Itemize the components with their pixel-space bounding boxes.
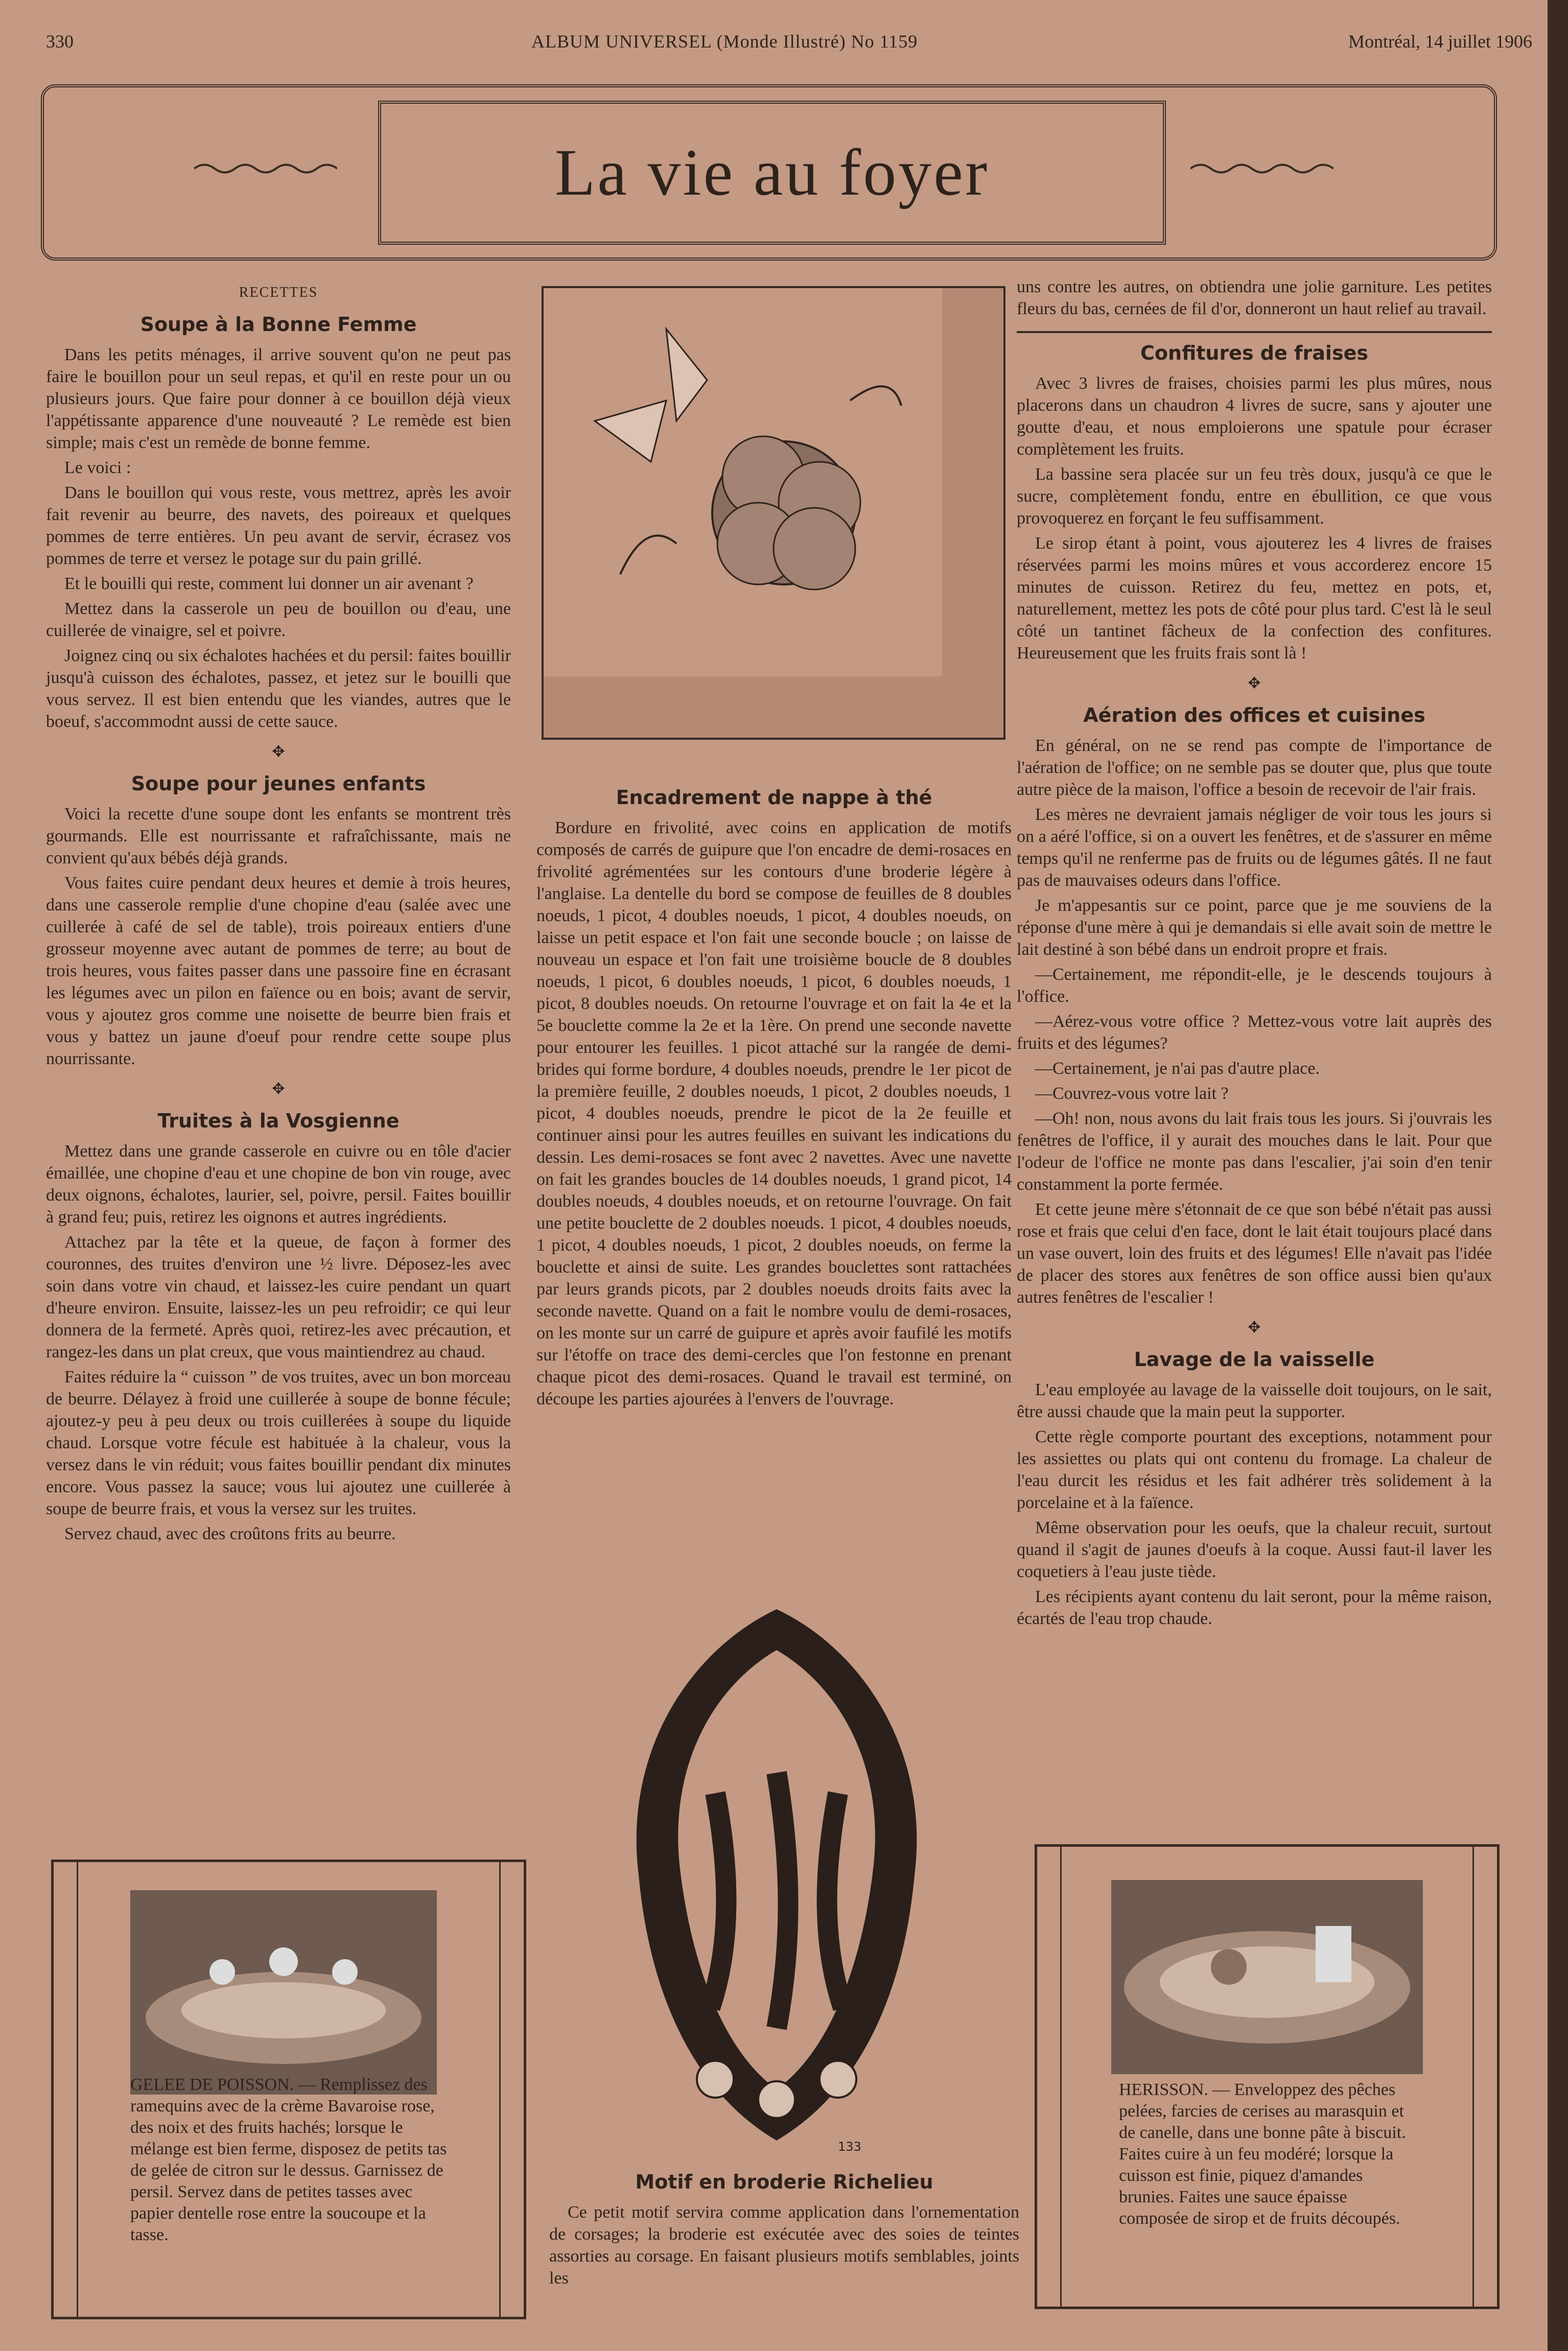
banner-inner-frame — [378, 101, 1166, 245]
divider-ornament: ✥ — [1248, 1319, 1261, 1336]
paragraph: —Couvrez-vous votre lait ? — [1035, 1084, 1229, 1103]
paragraph: —Certainement, me répondit-elle, je le descends toujours à l'office. — [1017, 965, 1492, 1006]
paragraph: L'eau employée au lavage de la vaisselle doit toujours, on le sait, être aussi chaude que la main peut la supporter. — [1017, 1380, 1492, 1421]
gelee-photo — [130, 1890, 437, 2095]
paragraph: En général, on ne se rend pas compte de l'importance de l'aération de l'office; on ne semble pas se douter que, plus que toute autre pièce de la maison, l'office a besoin de recevoir de l'air frais. — [1017, 736, 1492, 799]
divider-ornament: ✥ — [1248, 675, 1261, 692]
article-title: Encadrement de nappe à thé — [616, 786, 932, 809]
paragraph: Bordure en frivolité, avec coins en application de motifs composés de carrés de guipure que l'on encadre de demi-rosaces en frivolité agrémentées sur les contours d'une broderie légère à l'anglaise. La dentelle du bord se compose de feuilles de 8 doubles noeuds, 1 picot, 4 doubles noeuds, 1 picot, 4 doubles noeuds, on laisse un petit espace et l'on fait une seconde boucle ; on laisse de nouveau un espace et l'on fait une troisième boucle de 8 doubles noeuds, 1 picot, 6 doubles noeuds, 1 picot, 6 doubles noeuds, 1 picot, 8 doubles noeuds. On retourne l'ouvrage et on fait la 4e et la 5e bouclette comme la 2e et la 1ère. On prend une seconde navette pour entourer les feuilles. 1 picot attaché sur la rangée de demi-brides qui forme bordure, 4 doubles noeuds, prendre le 1er picot de la première feuille, 2 doubles noeuds, 1 picot, 2 doubles noeuds, 1 picot, 4 doubles noeuds, prendre le picot de la 2e feuille et continuer ainsi pour les autres feuilles en suivant les indications du dessin. Les demi-rosaces se font avec 2 navettes. Avec une navette on fait les grandes boucles de 14 doubles noeuds, 1 grand picot, 14 doubles noeuds, 4 doubles noeuds, et on retourne l'ouvrage. On fait une petite bouclette de 2 doubles noeuds. 1 picot, 4 doubles noeuds, 1 picot, 4 doubles noeuds, 1 picot, 2 doubles noeuds, on ferme la bouclette et ainsi de suite. Les grandes bouclettes sont rattachées par leurs grands picots, par 2 doubles noeuds droits faits avec la seconde navette. Quand on a fait le nombre voulu de demi-rosaces, on les monte sur un carré de guipure et après avoir faufilé les motifs sur l'étoffe on trace des demi-cercles que l'on festonne en prenant chaque picot des demi-rosaces. Quand le travail est terminé, on découpe les parties ajourées à l'envers de l'ouvrage. — [536, 818, 1012, 1408]
paragraph: Les récipients ayant contenu du lait seront, pour la même raison, écartés de l'eau trop chaude. — [1017, 1587, 1492, 1628]
paragraph: Joignez cinq ou six échalotes hachées et du persil: faites bouillir jusqu'à cuisson des échalotes, passez, et jetez sur le bouilli que vous servez. Il est bien entendu que les viandes, autres que le boeuf, s'accommodnt aussi de cette sauce. — [46, 646, 511, 731]
richelieu-article — [549, 2171, 1019, 2292]
recipe-box-herisson — [1035, 1844, 1500, 2309]
page-edge — [1548, 0, 1568, 2351]
article-title: Soupe pour jeunes enfants — [131, 772, 426, 795]
paragraph: Mettez dans la casserole un peu de bouillon ou d'eau, une cuillerée de vinaigre, sel et poivre. — [46, 599, 511, 640]
lace-pattern — [544, 288, 1003, 738]
article-title: Aération des offices et cuisines — [1083, 704, 1425, 726]
paragraph: Ce petit motif servira comme application dans l'ornementation de corsages; la broderie est exécutée avec des soies de teintes assorties au corsage. En faisant plusieurs motifs semblables, joints les — [549, 2203, 1019, 2288]
richelieu-motif-illustration — [598, 1589, 955, 2166]
paragraph: Faites réduire la “ cuisson ” de vos truites, avec un bon morceau de beurre. Délayez à froid une cuillerée à soupe de bonne fécule; ajoutez-y peu à peu deux ou trois cuillerées à soupe du liquide chaud. Lorsque votre fécule est habituée à la chaleur, vous la versez dans le vin réduit; vous faites bouillir pendant dix minutes encore. Vous passez la sauce; vous lui ajoutez une cuillerée à soupe de beurre frais, et vous la versez sur les truites. — [46, 1368, 511, 1518]
page-number: 330 — [46, 31, 74, 52]
paragraph: Vous faites cuire pendant deux heures et demie à trois heures, dans une casserole remplie d'une chopine d'eau (salée avec une cuillerée à café de sel de table), trois poireaux entiers d'une grosseur moyenne avec autant de pommes de terre; au bout de trois heures, vous faites passer dans une passoire fine en écrasant les légumes avec un pilon en faïence ou en bois; avant de servir, vous y ajoutez gros comme une noisette de beurre bien frais et vous y battez un jaune d'oeuf pour rendre cette soupe plus nourrissante. — [46, 874, 511, 1068]
paragraph: Mettez dans une grande casserole en cuivre ou en tôle d'acier émaillée, une chopine d'eau et une chopine de bon vin rouge, avec deux oignons, échalotes, laurier, sel, poivre, persil. Faites bouillir à grand feu; puis, retirez les oignons et autres ingrédients. — [46, 1142, 511, 1227]
column-right — [1017, 276, 1492, 1633]
paragraph: uns contre les autres, on obtiendra une jolie garniture. Les petites fleurs du bas, cernées de fil d'or, donneront un haut relief au travail. — [1017, 277, 1492, 318]
banner-ornament-right — [1190, 161, 1333, 176]
paragraph: Voici la recette d'une soupe dont les enfants se montrent très gourmands. Elle est nourrissante et rafraîchissante, mais ne convient qu'aux bébés déjà grands. — [46, 805, 511, 867]
column-left — [46, 278, 511, 1548]
paragraph: Même observation pour les oeufs, que la chaleur recuit, surtout quand il s'agit de jaunes d'oeufs à la coque. Aussi faut-il laver les coquetiers à l'eau juste tiède. — [1017, 1518, 1492, 1581]
recipe-box-gelee — [51, 1860, 526, 2319]
article-title: Motif en broderie Richelieu — [635, 2171, 933, 2193]
paragraph: La bassine sera placée sur un feu très doux, jusqu'à ce que le sucre, complètement fondu, entre en ébullition, ce que vous provoquerez en forçant le feu suffisamment. — [1017, 465, 1492, 528]
article-title: Confitures de fraises — [1140, 342, 1368, 364]
column-rule — [1017, 331, 1492, 333]
paragraph: Attachez par la tête et la queue, de façon à former des couronnes, des truites d'environ une ½ livre. Déposez-les avec soin dans votre vin chaud, et laissez-les cuire pendant un quart d'heure environ. Ensuite, laissez-les un peu refroidir; ce qui leur donnera de la fermeté. Après quoi, retirez-les avec précaution, et rangez-les dans un plat creux, que vous maintiendrez au chaud. — [46, 1233, 511, 1361]
herisson-caption: HERISSON. — Enveloppez des pêches pelées, farcies de cerises au marasquin et de canelle, dans une bonne pâte à biscuit. Faites cuire à un feu modéré; lorsque la cuisson est finie, piquez d'amandes brunies. Faites une sauce épaisse composée de sirop et de fruits découpés. — [1119, 2080, 1406, 2228]
article-title: Lavage de la vaisselle — [1134, 1348, 1375, 1371]
divider-ornament: ✥ — [272, 1080, 285, 1097]
paragraph: Et le bouilli qui reste, comment lui donner un air avenant ? — [64, 574, 474, 593]
tea-cloth-illustration — [542, 286, 1005, 740]
kicker: RECETTES — [239, 285, 318, 300]
gelee-caption: GELEE DE POISSON. — Remplissez des ramequins avec de la crème Bavaroise rose, des noix et des fruits hachés; lorsque le mélange est bien ferme, disposez de petits tas de gelée de citron sur le dessus. Garnissez de persil. Servez dans de petites tasses avec papier dentelle rose entre la soucoupe et la tasse. — [130, 2075, 447, 2244]
herisson-photo — [1111, 1880, 1423, 2074]
paragraph: Cette règle comporte pourtant des exceptions, notamment pour les assiettes ou plats qui ont contenu du fromage. La chaleur de l'eau durcit les résidus et les fait adhérer très solidement à la porcelaine et à la faïence. — [1017, 1427, 1492, 1512]
paragraph: Servez chaud, avec des croûtons frits au beurre. — [64, 1524, 396, 1543]
divider-ornament: ✥ — [272, 743, 285, 760]
banner-ornament-left — [194, 161, 337, 176]
section-title: La vie au foyer — [554, 136, 990, 209]
paragraph: Et cette jeune mère s'étonnait de ce que son bébé n'était pas aussi rose et frais que celui d'en face, dont le lait était toujours placé dans un vase ouvert, loin des fruits et des légumes! Elle n'avait pas l'idée de placer des stores aux fenêtres de son office aussi bien qu'aux autres fenêtres de l'escalier ! — [1017, 1200, 1492, 1307]
paragraph: —Aérez-vous votre office ? Mettez-vous votre lait auprès des fruits et des légumes? — [1017, 1012, 1492, 1053]
section-banner — [41, 84, 1497, 261]
paragraph: Je m'appesantis sur ce point, parce que je me souviens de la réponse d'une mère à qui je demandais si elle avait soin de mettre le lait destiné à son bébé dans un endroit propre et frais. — [1017, 896, 1492, 959]
column-center — [536, 787, 1012, 1413]
paragraph: Dans les petits ménages, il arrive souvent qu'on ne peut pas faire le bouillon pour un seul repas, et qu'il en reste pour un ou plusieurs jours. Que faire pour donner à ce bouillon déjà vieux l'appétissante apparence d'une nouveauté ? Le remède est bien simple; mais c'est un remède de bonne femme. — [46, 345, 511, 452]
paragraph: Dans le bouillon qui vous reste, vous mettrez, après les avoir fait revenir au beurre, des navets, des poireaux et quelques pommes de terre entières. Un peu avant de servir, écrasez vos pommes de terre et versez le potage sur du pain grillé. — [46, 483, 511, 568]
paragraph: Avec 3 livres de fraises, choisies parmi les plus mûres, nous placerons dans un chaudron 4 livres de sucre, sans y ajouter une goutte d'eau, et nous emploierons une spatule pour écraser complètement les fruits. — [1017, 374, 1492, 459]
paragraph: —Oh! non, nous avons du lait frais tous les jours. Si j'ouvrais les fenêtres de l'office, il y aurait des mouches dans le lait. Pour que l'odeur de l'office ne monte pas dans l'escalier, j'ai soin d'en tenir constamment la porte fermée. — [1017, 1109, 1492, 1194]
paragraph: Les mères ne devraient jamais négliger de voir tous les jours si on a aéré l'office, si on a ouvert les fenêtres, et de s'assurer en même temps qu'il ne renferme pas de fruits ou de légumes gâtés. Il ne faut pas de mauvaises odeurs dans l'office. — [1017, 805, 1492, 890]
journal-title: ALBUM UNIVERSEL (Monde Illustré) No 1159 — [531, 31, 918, 52]
paragraph: —Certainement, je n'ai pas d'autre place. — [1035, 1059, 1320, 1078]
issue-date: Montréal, 14 juillet 1906 — [1348, 31, 1532, 52]
motif-number: 133 — [838, 2140, 861, 2154]
paragraph: Le voici : — [64, 458, 131, 477]
article-title: Soupe à la Bonne Femme — [140, 313, 417, 336]
paragraph: Le sirop étant à point, vous ajouterez les 4 livres de fraises réservées parmi les moins mûres et vous accorderez encore 15 minutes de cuisson. Retirez du feu, mettez en pots, et, naturellement, mettez les pots de côté pour plus tard. C'est là le seul côté un tantinet fâcheux de la confection des confitures. Heureusement que les fruits frais sont là ! — [1017, 534, 1492, 663]
article-title: Truites à la Vosgienne — [157, 1110, 400, 1132]
